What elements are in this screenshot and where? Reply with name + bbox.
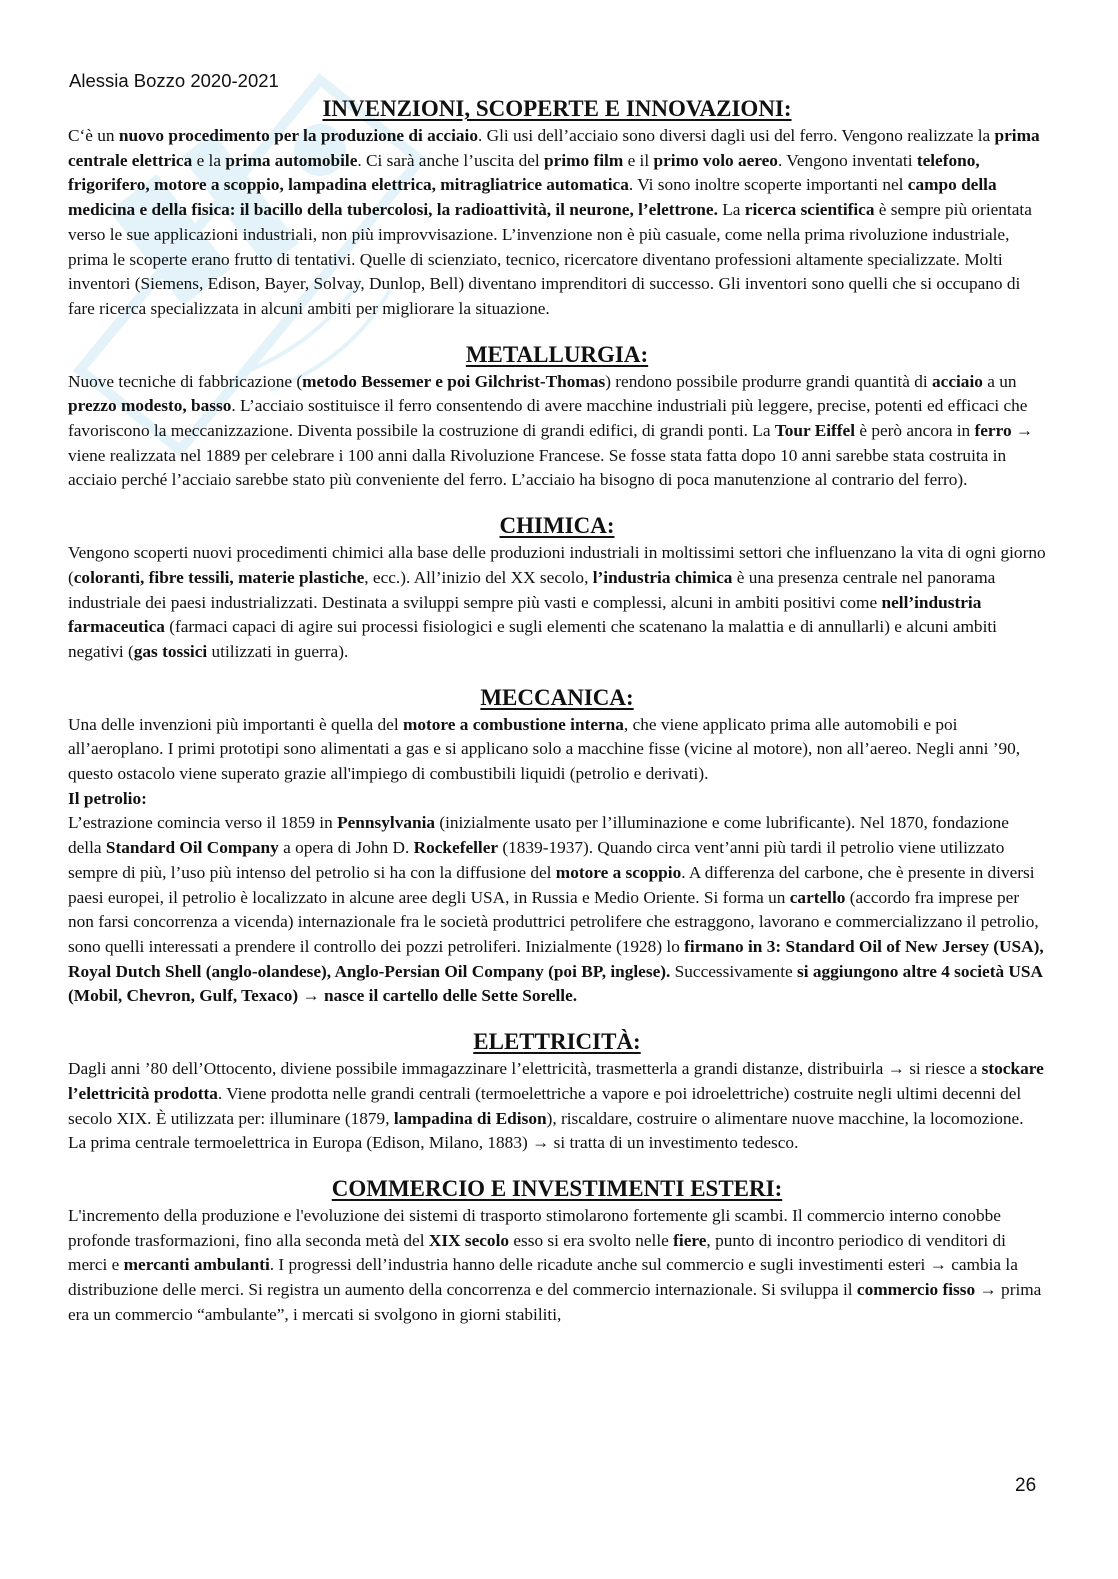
section-title: COMMERCIO E INVESTIMENTI ESTERI: <box>331 1175 783 1201</box>
section-title: METALLURGIA: <box>465 341 649 367</box>
section-title: MECCANICA: <box>480 684 634 710</box>
section-6 <box>68 1174 1046 1328</box>
section-paragraph: C‘è un nuovo procedimento per la produzione di acciaio. Gli usi dell’acciaio sono diversi dagli usi del ferro. Vengono realizzate la prima centrale elettrica e la prima automobile. Ci sarà anche l’uscita del primo film e il primo volo aereo. Vengono inventati telefono, frigorifero, motore a scoppio, lampadina elettrica, mitragliatrice automatica. Vi sono inoltre scoperte importanti nel campo della medicina e della fisica: il bacillo della tubercolosi, la radioattività, il neurone, l’elettrone. La ricerca scientifica è sempre più orientata verso le sue applicazioni industriali, non più improvvisazione. L’invenzione non è più casuale, come nella prima rivoluzione industriale, prima le scoperte erano frutto di tentativi. Quelle di scienziato, tecnico, ricercatore diventano professioni altamente specializzate. Molti inventori (Siemens, Edison, Bayer, Solvay, Dunlop, Bell) diventano imprenditori di successo. Gli inventori sono quelli che si occupano di fare ricerca specializzata in alcuni ambiti per migliorare la situazione. <box>68 126 1040 318</box>
section-paragraph: Una delle invenzioni più importanti è quella del motore a combustione interna, che viene applicato prima alle automobili e poi all’aeroplano. I primi prototipi sono alimentati a gas e si applicano solo a macchine fisse (vicine al motore), non all’aereo. Negli anni ’90, questo ostacolo viene superato grazie all'impiego di combustibili liquidi (petrolio e derivati). <box>68 714 1021 784</box>
section-1 <box>68 94 1046 322</box>
section-title: CHIMICA: <box>499 513 615 539</box>
section-3 <box>68 511 1046 665</box>
page-number: 26 <box>1015 1475 1037 1496</box>
section-title: INVENZIONI, SCOPERTE E INNOVAZIONI: <box>322 96 792 121</box>
section-2 <box>68 340 1046 494</box>
section-5 <box>68 1027 1046 1156</box>
document-body <box>68 94 1046 1327</box>
section-paragraph: Vengono scoperti nuovi procedimenti chimici alla base delle produzioni industriali in moltissimi settori che influenzano la vita di ogni giorno (coloranti, fibre tessili, materie plastiche, ecc.). All’inizio del XX secolo, l’industria chimica è una presenza centrale nel panorama industriale dei paesi industrializzati. Destinata a sviluppi sempre più vasti e complessi, alcuni in ambiti positivi come nell’industria farmaceutica (farmaci capaci di agire sui processi fisiologici e sugli elementi che scatenano la malattia e di annullarli) e alcuni ambiti negativi (gas tossici utilizzati in guerra). <box>68 543 1046 661</box>
header-author-year: Alessia Bozzo 2020-2021 <box>69 70 279 91</box>
section-4 <box>68 683 1046 1009</box>
subsection-paragraph: L’estrazione comincia verso il 1859 in Pennsylvania (inizialmente usato per l’illuminazione e come lubrificante). Nel 1870, fondazione della Standard Oil Company a opera di John D. Rockefeller (1839-1937). Quando circa vent’anni più tardi il petrolio viene utilizzato sempre di più, l’uso più intenso del petrolio si ha con la diffusione del motore a scoppio. A differenza del carbone, che è presente in diversi paesi europei, il petrolio è localizzato in alcune aree degli USA, in Russia e Medio Oriente. Si forma un cartello (accordo fra imprese per non farsi concorrenza a vicenda) internazionale fra le società produttrici petrolifere che estraggono, lavorano e commercializzano il petrolio, sono quelli interessati a prendere il controllo dei pozzi petroliferi. Inizialmente (1928) lo firmano in 3: Standard Oil of New Jersey (USA), Royal Dutch Shell (anglo-olandese), Anglo-Persian Oil Company (poi BP, inglese). Successivamente si aggiungono altre 4 società USA (Mobil, Chevron, Gulf, Texaco) → nasce il cartello delle Sette Sorelle. <box>68 813 1044 1006</box>
section-paragraph: L'incremento della produzione e l'evoluzione dei sistemi di trasporto stimolarono fortemente gli scambi. Il commercio interno conobbe profonde trasformazioni, fino alla seconda metà del XIX secolo esso si era svolto nelle fiere, punto di incontro periodico di venditori di merci e mercanti ambulanti. I progressi dell’industria hanno delle ricadute anche sul commercio e sugli investimenti esteri → cambia la distribuzione delle merci. Si registra un aumento della concorrenza e del commercio internazionale. Si sviluppa il commercio fisso → prima era un commercio “ambulante”, i mercati si svolgono in giorni stabiliti, <box>68 1205 1042 1324</box>
section-paragraph: Dagli anni ’80 dell’Ottocento, diviene possibile immagazzinare l’elettricità, trasmetterla a grandi distanze, distribuirla → si riesce a stockare l’elettricità prodotta. Viene prodotta nelle grandi centrali (termoelettriche a vapore e poi idroelettriche) costruite negli ultimi decenni del secolo XIX. È utilizzata per: illuminare (1879, lampadina di Edison), riscaldare, costruire o alimentare nuove macchine, la locomozione. La prima centrale termoelettrica in Europa (Edison, Milano, 1883) → si tratta di un investimento tedesco. <box>68 1059 1044 1153</box>
subsection-title: Il petrolio: <box>68 788 147 808</box>
section-title: ELETTRICITÀ: <box>473 1029 641 1055</box>
section-paragraph: Nuove tecniche di fabbricazione (metodo Bessemer e poi Gilchrist-Thomas) rendono possibile produrre grandi quantità di acciaio a un prezzo modesto, basso. L’acciaio sostituisce il ferro consentendo di avere macchine industriali più leggere, precise, potenti ed efficaci che favoriscono la meccanizzazione. Diventa possibile la costruzione di grandi edifici, di grandi ponti. La Tour Eiffel è però ancora in ferro → viene realizzata nel 1889 per celebrare i 100 anni dalla Rivoluzione Francese. Se fosse stata fatta dopo 10 anni sarebbe stata costruita in acciaio perché l’acciaio sarebbe stato più conveniente del ferro. L’acciaio ha bisogno di poca manutenzione al contrario del ferro). <box>68 371 1034 490</box>
